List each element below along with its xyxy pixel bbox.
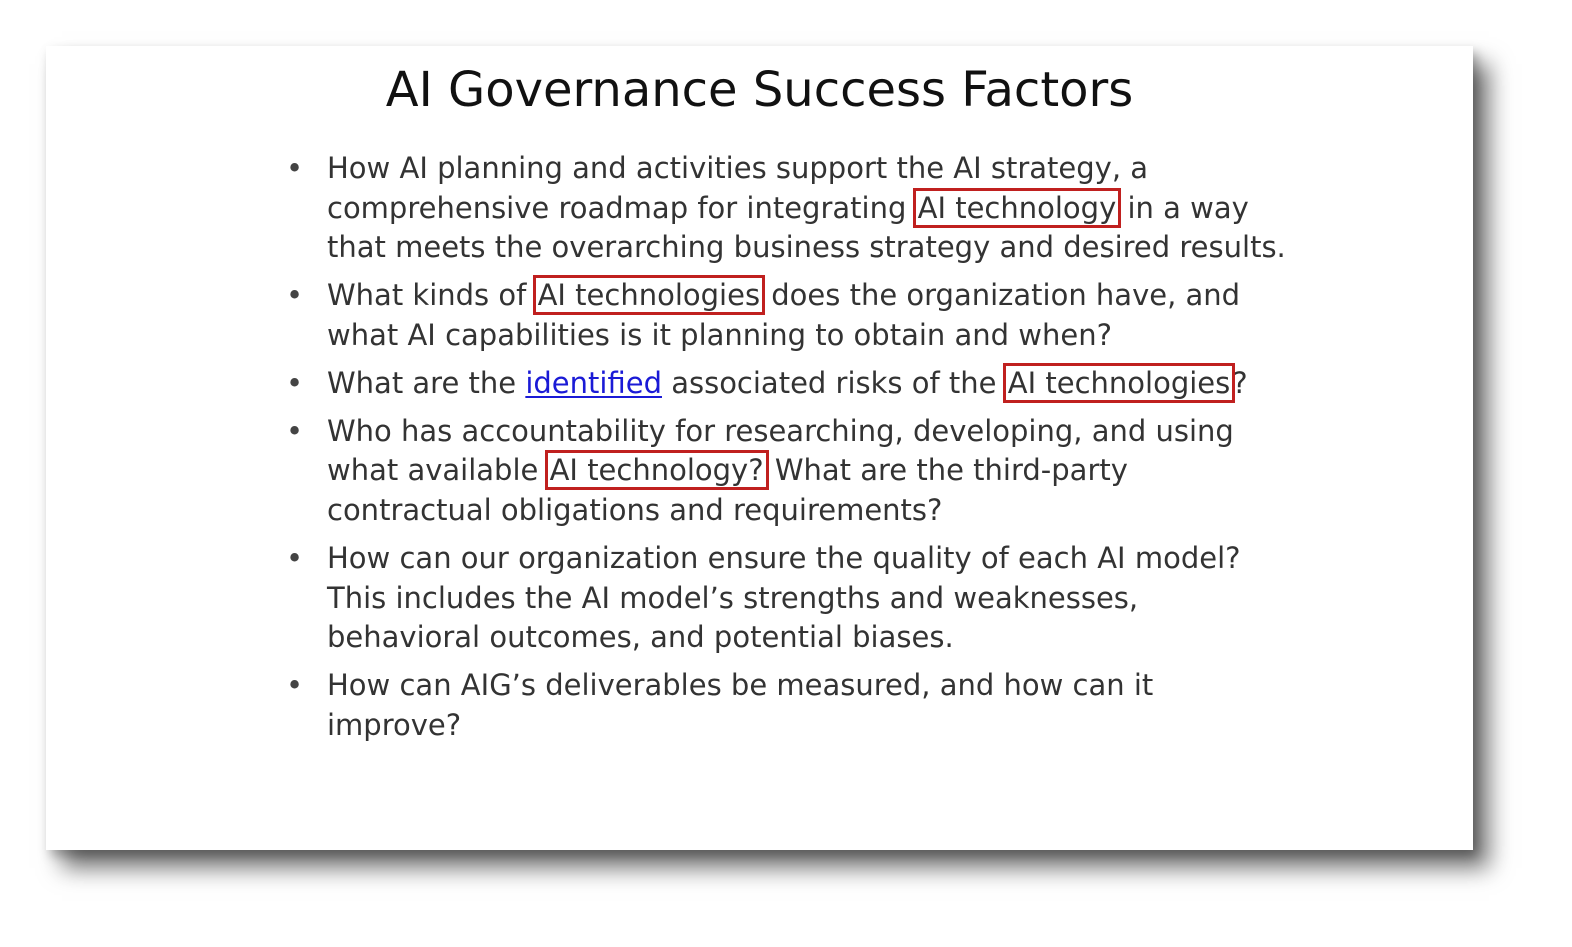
slide-title: AI Governance Success Factors xyxy=(385,62,1134,118)
bullet-text: Who has accountability for researching, developing, and using what available xyxy=(327,413,1234,488)
bullet-text: What kinds of xyxy=(327,278,536,313)
bullet-text: How can AIG’s deliverables be measured, and how can it improve? xyxy=(327,668,1154,742)
bullet-text: How can our organization ensure the quality of each AI model? This includes the AI model’s strengths and weaknesses, behavioral outcomes, and potential biases. xyxy=(327,540,1241,655)
slide xyxy=(46,46,1473,850)
bullet-list xyxy=(286,149,1286,754)
bullet-text: How AI planning and activities support the AI strategy, a comprehensive roadmap for integrating xyxy=(327,151,1149,225)
bullet-dot-icon: • xyxy=(286,365,304,400)
bullet-text: What are the third-party contractual obligations and requirements? xyxy=(327,453,1128,527)
highlighted-term: AI technologies xyxy=(1007,365,1231,400)
bullet-item xyxy=(286,364,1286,404)
bullet-item xyxy=(286,276,1286,355)
bullet-dot-icon: • xyxy=(286,151,304,185)
bullet-dot-icon: • xyxy=(286,413,304,448)
bullet-dot-icon: • xyxy=(286,668,304,703)
bullet-item xyxy=(286,412,1286,531)
bullet-item xyxy=(286,666,1286,745)
bullet-text: ? xyxy=(1232,365,1248,400)
bullet-text: associated risks of the xyxy=(661,365,1006,400)
highlighted-term: AI technologies xyxy=(537,278,761,313)
bullet-item xyxy=(286,539,1286,658)
bullet-text: What are the xyxy=(327,365,526,400)
highlighted-term: AI technology xyxy=(917,190,1117,225)
bullet-text: in a way that meets the overarching business strategy and desired results. xyxy=(327,190,1286,265)
bullet-text: does the organization have, and what AI capabilities is it planning to obtain and when? xyxy=(327,278,1241,352)
bullet-item xyxy=(286,149,1286,268)
highlighted-term: AI technology? xyxy=(549,453,764,488)
bullet-dot-icon: • xyxy=(286,540,304,575)
identified-link[interactable]: identified xyxy=(525,365,662,400)
bullet-dot-icon: • xyxy=(286,278,304,313)
